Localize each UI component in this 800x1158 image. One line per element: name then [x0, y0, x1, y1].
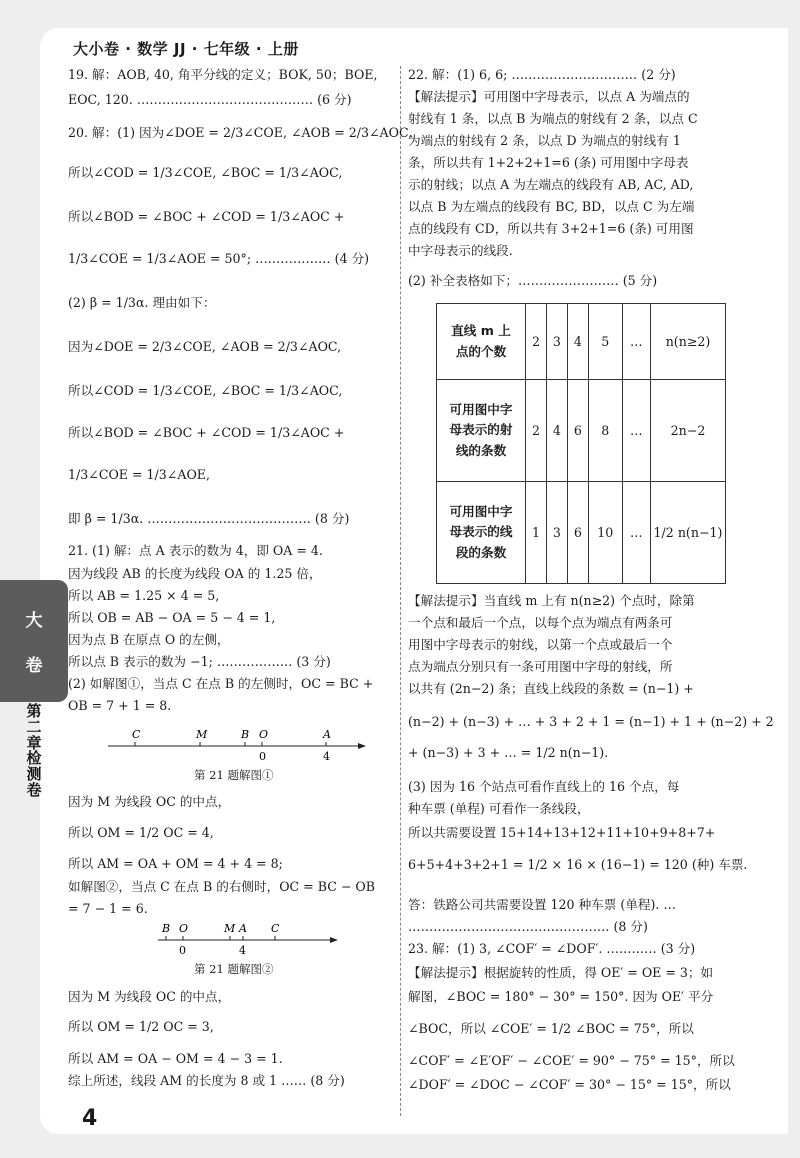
text-line: 一个点和最后一个点，以每个点为端点有两条可	[408, 615, 673, 630]
text-line: 所以 OM = 1/2 OC = 3,	[68, 1019, 214, 1034]
table-cell: n(n≥2)	[651, 304, 726, 380]
section-tab	[0, 580, 68, 702]
text-line: (2) 如解图①，当点 C 在点 B 的左侧时，OC = BC +	[68, 676, 374, 691]
table-cell: 5	[588, 304, 622, 380]
text-line: 所以∠COD = 1/3∠COE, ∠BOC = 1/3∠AOC,	[68, 165, 343, 180]
text-line: (2) β = 1/3α. 理由如下：	[68, 295, 216, 310]
text-line: 1/3∠COE = 1/3∠AOE = 50°; ……………… (4 分)	[68, 251, 370, 266]
text-line: EOC, 120. …………………………………… (6 分)	[68, 92, 352, 107]
column-divider	[400, 66, 401, 1116]
text-line: 种车票 (单程) 可看作一条线段，	[408, 801, 590, 816]
table-cell: 3	[546, 304, 567, 380]
text-line: OB = 7 + 1 = 8.	[68, 698, 172, 713]
table-cell: 2	[526, 380, 547, 482]
table-cell: 1/2 n(n−1)	[651, 482, 726, 584]
text-line: 所以∠COD = 1/3∠COE, ∠BOC = 1/3∠AOC,	[68, 383, 343, 398]
table-cell: 8	[588, 380, 622, 482]
number-line-figure-2	[158, 922, 358, 962]
axis-arrow	[358, 743, 366, 749]
tab-char: 测	[26, 765, 42, 783]
table-cell: …	[622, 482, 650, 584]
table-cell: …	[622, 380, 650, 482]
table-cell: 10	[588, 482, 622, 584]
text-line: 22. 解：(1) 6, 6; ………………………… (2 分)	[408, 67, 676, 82]
text-line: 为端点的射线有 2 条，以点 D 为端点的射线有 1	[408, 133, 681, 148]
text-line: 所以 AM = OA − OM = 4 − 3 = 1.	[68, 1051, 283, 1066]
tab-char: 卷	[26, 780, 42, 799]
table-row	[437, 304, 726, 380]
table-cell: 6	[567, 380, 588, 482]
point-label: A	[323, 728, 331, 741]
text-line: 所以 AB = 1.25 × 4 = 5,	[68, 588, 220, 603]
tab-char: 检	[26, 749, 42, 768]
text-line: ………………………………………… (8 分)	[408, 919, 648, 934]
table-cell: 6	[567, 482, 588, 584]
point-label: M	[196, 728, 208, 741]
point-label: A	[239, 922, 247, 935]
text-line: 所以 AM = OA + OM = 4 + 4 = 8;	[68, 856, 283, 871]
completed-table	[436, 303, 726, 584]
row-header: 可用图中字 母表示的线 段的条数	[437, 482, 526, 584]
tab-char: 大	[25, 611, 43, 631]
text-line: 以点 B 为左端点的线段有 BC, BD，以点 C 为左端	[408, 199, 695, 214]
text-line: 以共有 (2n−2) 条；直线上线段的条数 = (n−1) +	[408, 681, 694, 696]
text-line: 用图中字母表示的射线，以第一个点或最后一个	[408, 637, 673, 652]
text-line: 解图，∠BOC = 180° − 30° = 150°. 因为 OE′ 平分	[408, 989, 714, 1004]
point-label: C	[271, 922, 280, 935]
text-line: 【解法提示】当直线 m 上有 n(n≥2) 个点时，除第	[408, 593, 695, 608]
point-label: C	[132, 728, 141, 741]
point-label: M	[224, 922, 236, 935]
point-label: O	[179, 922, 189, 935]
row-header: 直线 m 上 点的个数	[437, 304, 526, 380]
text-line: 中字母表示的线段.	[408, 243, 513, 258]
text-line: 因为点 B 在原点 O 的左侧，	[68, 632, 230, 647]
text-line: 所以∠BOD = ∠BOC + ∠COD = 1/3∠AOC +	[68, 209, 345, 224]
table-cell: 2	[526, 304, 547, 380]
table-cell: 2n−2	[651, 380, 726, 482]
text-line: 6+5+4+3+2+1 = 1/2 × 16 × (16−1) = 120 (种) 车票.	[408, 857, 748, 872]
text-line: 条，所以共有 1+2+2+1=6 (条) 可用图中字母表	[408, 155, 689, 170]
table-cell: …	[622, 304, 650, 380]
table-row	[437, 380, 726, 482]
text-line: 1/3∠COE = 1/3∠AOE,	[68, 467, 210, 482]
text-line: 所以 OB = AB − OA = 5 − 4 = 1,	[68, 610, 276, 625]
tick-label: 0	[259, 750, 266, 763]
text-line: 如解图②，当点 C 在点 B 的右侧时，OC = BC − OB	[68, 879, 375, 894]
tab-char: 第	[26, 702, 42, 720]
text-line: 因为 M 为线段 OC 的中点，	[68, 794, 231, 809]
row-header: 可用图中字 母表示的射 线的条数	[437, 380, 526, 482]
point-label: O	[259, 728, 269, 741]
tab-char: 二	[26, 717, 42, 736]
table-cell: 4	[567, 304, 588, 380]
text-line: 因为线段 AB 的长度为线段 OA 的 1.25 倍，	[68, 566, 322, 581]
table-cell: 3	[546, 482, 567, 584]
text-line: 即 β = 1/3α. ………………………………… (8 分)	[68, 511, 350, 526]
text-line: 点为端点分别只有一条可用图中字母的射线，所	[408, 659, 673, 674]
text-line: 点的线段有 CD，所以共有 3+2+1=6 (条) 可用图	[408, 221, 694, 236]
text-line: (2) 补全表格如下；…………………… (5 分)	[408, 273, 658, 288]
text-line: 20. 解：(1) 因为∠DOE = 2/3∠COE, ∠AOB = 2/3∠AOC,	[68, 125, 413, 140]
text-line: 所以共需要设置 15+14+13+12+11+10+9+8+7+	[408, 825, 716, 840]
text-line: 所以点 B 表示的数为 −1; ……………… (3 分)	[68, 654, 331, 669]
text-line: 因为∠DOE = 2/3∠COE, ∠AOB = 2/3∠AOC,	[68, 339, 342, 354]
text-line: 所以∠BOD = ∠BOC + ∠COD = 1/3∠AOC +	[68, 425, 345, 440]
text-line: (n−2) + (n−3) + … + 3 + 2 + 1 = (n−1) + 1 + (n−2) + 2	[408, 714, 774, 729]
chapter-label	[0, 704, 68, 814]
tick-label: 0	[179, 944, 186, 957]
axis-arrow	[330, 937, 338, 943]
text-line: + (n−3) + 3 + … = 1/2 n(n−1).	[408, 745, 609, 760]
text-line: = 7 − 1 = 6.	[68, 901, 148, 916]
table-row	[437, 482, 726, 584]
text-line: ∠DOF′ = ∠DOC − ∠COF′ = 30° − 15° = 15°，所以	[408, 1077, 731, 1092]
number-line-figure-1	[108, 728, 368, 768]
text-line: 答：铁路公司共需要设置 120 种车票 (单程). …	[408, 897, 676, 912]
text-line: 因为 M 为线段 OC 的中点，	[68, 989, 231, 1004]
text-line: ∠BOC，所以 ∠COE′ = 1/2 ∠BOC = 75°，所以	[408, 1021, 694, 1036]
figure-caption: 第 21 题解图①	[194, 768, 274, 782]
tick-label: 4	[323, 750, 330, 763]
point-label: B	[241, 728, 250, 741]
text-line: (3) 因为 16 个站点可看作直线上的 16 个点，每	[408, 779, 680, 794]
text-line: 【解法提示】根据旋转的性质，得 OE′ = OE = 3；如	[408, 965, 714, 980]
point-label: B	[162, 922, 171, 935]
tick-label: 4	[239, 944, 246, 957]
text-line: 所以 OM = 1/2 OC = 4,	[68, 825, 214, 840]
text-line: 23. 解：(1) 3, ∠COF′ = ∠DOF′. ………… (3 分)	[408, 941, 696, 956]
table-cell: 1	[526, 482, 547, 584]
text-line: 21. (1) 解：点 A 表示的数为 4，即 OA = 4.	[68, 543, 323, 558]
table-cell: 4	[546, 380, 567, 482]
tab-char: 章	[26, 733, 42, 752]
text-line: 示的射线；以点 A 为左端点的线段有 AB, AC, AD,	[408, 177, 694, 192]
text-line: 射线有 1 条，以点 B 为端点的射线有 2 条，以点 C	[408, 111, 698, 126]
text-line: ∠COF′ = ∠E′OF′ − ∠COE′ = 90° − 75° = 15°，所以	[408, 1053, 735, 1068]
page-number: 4	[82, 1106, 98, 1131]
text-line: 综上所述，线段 AM 的长度为 8 或 1 …… (8 分)	[68, 1073, 345, 1088]
text-line: 【解法提示】可用图中字母表示，以点 A 为端点的	[408, 89, 690, 104]
text-line: 19. 解：AOB, 40, 角平分线的定义；BOK, 50；BOE,	[68, 67, 378, 82]
figure-caption: 第 21 题解图②	[194, 962, 274, 976]
tab-char: 卷	[25, 656, 43, 676]
page-header: 大小卷 · 数学 JJ · 七年级 · 上册	[73, 40, 299, 58]
